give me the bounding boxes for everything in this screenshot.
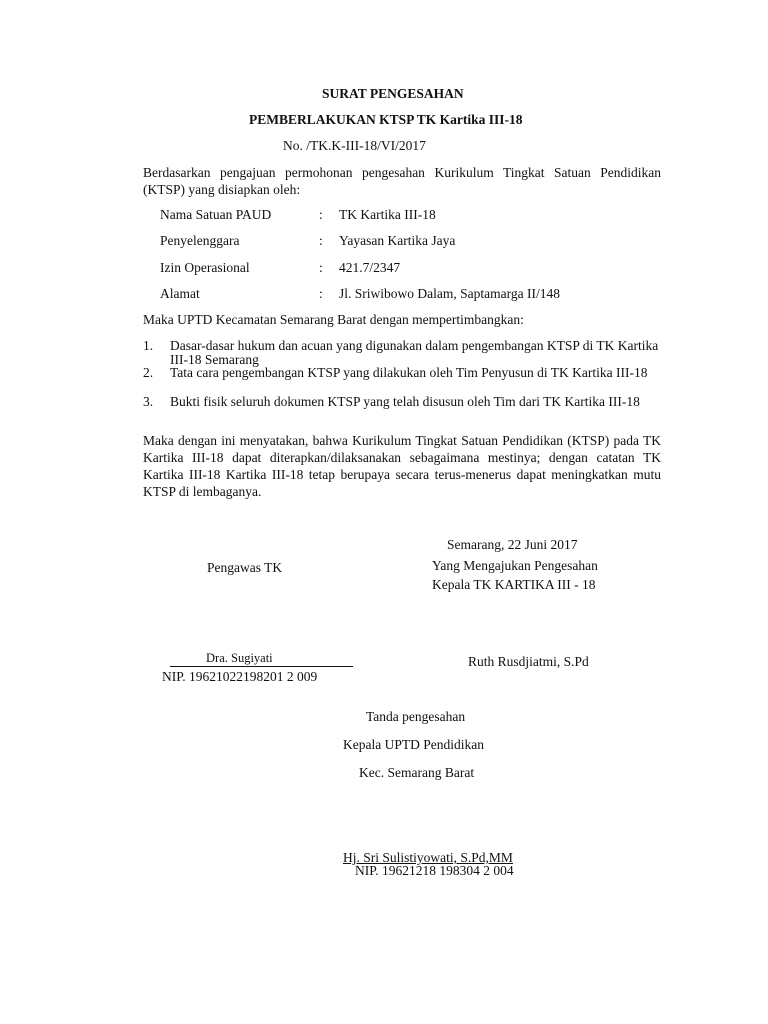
field-value-izin: 421.7/2347	[339, 260, 401, 275]
list-item: Dasar-dasar hukum dan acuan yang digunakan dalam pengembangan KTSP di TK Kartika III-18 Semarang	[170, 338, 659, 367]
right-signatory-name: Ruth Rusdjiatmi, S.Pd	[468, 654, 589, 669]
field-label-izin: Izin Operasional	[160, 260, 250, 275]
field-value-alamat: Jl. Sriwibowo Dalam, Saptamarga II/148	[339, 286, 560, 301]
list-item-number: 3.	[143, 394, 154, 409]
place-date: Semarang, 22 Juni 2017	[447, 537, 578, 552]
signature-line	[170, 666, 353, 667]
document-title: SURAT PENGESAHAN	[322, 86, 464, 101]
right-signatory-role-line1: Yang Mengajukan Pengesahan	[432, 558, 598, 573]
document-number: No. /TK.K-III-18/VI/2017	[283, 138, 426, 153]
field-value-penyelenggara: Yayasan Kartika Jaya	[339, 233, 456, 248]
field-value-nama: TK Kartika III-18	[339, 207, 436, 222]
approver-nip: NIP. 19621218 198304 2 004	[355, 863, 514, 878]
field-label-alamat: Alamat	[160, 286, 200, 301]
field-colon: :	[319, 286, 323, 301]
statement-paragraph: Maka dengan ini menyatakan, bahwa Kurikulum Tingkat Satuan Pendidikan (KTSP) pada TK Kartika III-18 dapat diterapkan/dilaksanakan sebagaimana mestinya; dengan catatan TK Kartika III-18 Kartika III-18 tetap berupaya secara terus-menerus dapat meningkatkan mutu KTSP di lembaganya.	[143, 433, 661, 499]
approver-name: Hj. Sri Sulistiyowati, S.Pd,MM	[343, 850, 513, 865]
left-signatory-nip: NIP. 19621022198201 2 009	[162, 669, 318, 684]
list-item: Bukti fisik seluruh dokumen KTSP yang telah disusun oleh Tim dari TK Kartika III-18	[170, 394, 640, 409]
field-label-penyelenggara: Penyelenggara	[160, 233, 240, 248]
list-item-number: 1.	[143, 338, 154, 353]
left-signatory-role: Pengawas TK	[207, 560, 283, 575]
field-colon: :	[319, 233, 323, 248]
list-item-number: 2.	[143, 365, 154, 380]
document-subtitle: PEMBERLAKUKAN KTSP TK Kartika III-18	[249, 112, 523, 127]
intro-paragraph: Berdasarkan pengajuan permohonan pengesahan Kurikulum Tingkat Satuan Pendidikan (KTSP) yang disiapkan oleh:	[143, 165, 661, 197]
consider-intro: Maka UPTD Kecamatan Semarang Barat dengan mempertimbangkan:	[143, 312, 524, 327]
approval-line1: Tanda pengesahan	[366, 709, 466, 724]
list-item: Tata cara pengembangan KTSP yang dilakukan oleh Tim Penyusun di TK Kartika III-18	[170, 365, 648, 380]
approval-line3: Kec. Semarang Barat	[359, 765, 475, 780]
field-colon: :	[319, 207, 323, 222]
left-signatory-name: Dra. Sugiyati	[206, 651, 273, 665]
approval-line2: Kepala UPTD Pendidikan	[343, 737, 484, 752]
field-label-nama: Nama Satuan PAUD	[160, 207, 272, 222]
field-colon: :	[319, 260, 323, 275]
right-signatory-role-line2: Kepala TK KARTIKA III - 18	[432, 577, 596, 592]
